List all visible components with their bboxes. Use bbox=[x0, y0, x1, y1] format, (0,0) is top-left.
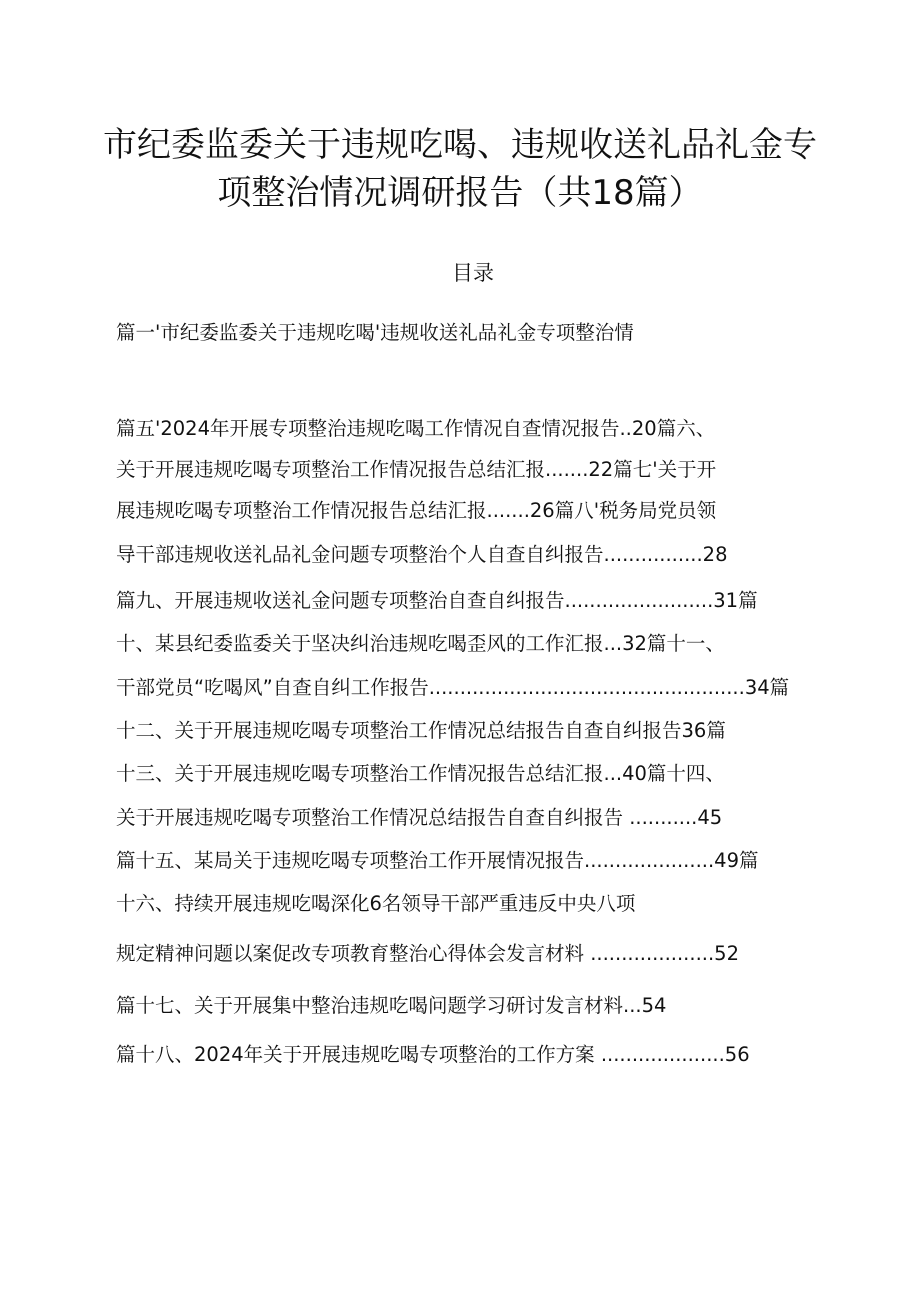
toc-line-14: 规定精神问题以案促改专项教育整治心得体会发言材料 ....................52 bbox=[116, 942, 739, 965]
toc-line-9: 十二、关于开展违规吃喝专项整治工作情况总结报告自查自纠报告36篇 bbox=[116, 719, 726, 742]
document-title-line-1: 市纪委监委关于违规吃喝、违规收送礼品礼金专 bbox=[103, 125, 817, 165]
toc-line-13: 十六、持续开展违规吃喝深化6名领导干部严重违反中央八项 bbox=[116, 892, 636, 915]
toc-line-12: 篇十五、某局关于违规吃喝专项整治工作开展情况报告.....................49篇 bbox=[116, 849, 759, 872]
toc-line-5: 导干部违规收送礼品礼金问题专项整治个人自查自纠报告................28 bbox=[116, 543, 728, 566]
toc-line-4: 展违规吃喝专项整治工作情况报告总结汇报.......26篇八'税务局党员领 bbox=[116, 499, 717, 522]
toc-line-15: 篇十七、关于开展集中整治违规吃喝问题学习研讨发言材料...54 bbox=[116, 994, 667, 1017]
toc-line-16: 篇十八、2024年关于开展违规吃喝专项整治的工作方案 ....................56 bbox=[116, 1043, 750, 1066]
toc-heading: 目录 bbox=[452, 261, 494, 285]
toc-line-2: 篇五'2024年开展专项整治违规吃喝工作情况自查情况报告..20篇六、 bbox=[116, 417, 716, 440]
document-title-line-2: 项整治情况调研报告（共18篇） bbox=[217, 173, 703, 213]
toc-line-11: 关于开展违规吃喝专项整治工作情况总结报告自查自纠报告 ...........45 bbox=[116, 806, 723, 829]
document-title bbox=[0, 121, 920, 217]
toc-line-7: 十、某县纪委监委关于坚决纠治违规吃喝歪风的工作汇报...32篇十一、 bbox=[116, 632, 725, 655]
toc-line-8: 干部党员“吃喝风”自查自纠工作报告...................................................34篇 bbox=[116, 676, 790, 699]
toc-line-10: 十三、关于开展违规吃喝专项整治工作情况报告总结汇报...40篇十四、 bbox=[116, 762, 725, 785]
toc-line-6: 篇九、开展违规收送礼金问题专项整治自查自纠报告........................31篇 bbox=[116, 589, 758, 612]
toc-line-1: 篇一'市纪委监委关于违规吃喝'违规收送礼品礼金专项整治情 bbox=[116, 321, 634, 344]
toc-line-3: 关于开展违规吃喝专项整治工作情况报告总结汇报.......22篇七'关于开 bbox=[116, 458, 717, 481]
